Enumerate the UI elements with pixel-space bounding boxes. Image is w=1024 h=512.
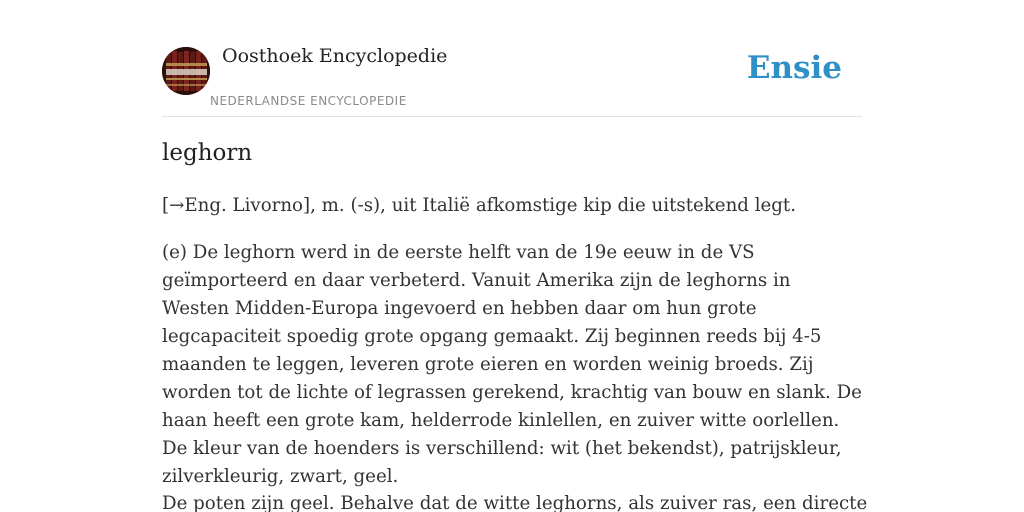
encyclopedia-books-icon[interactable] — [162, 47, 210, 95]
site-title-link[interactable]: Oosthoek Encyclopedie — [222, 45, 448, 67]
ensie-logo-link[interactable]: Ensie — [746, 50, 842, 86]
site-subtitle: NEDERLANDSE ENCYCLOPEDIE — [210, 94, 407, 108]
entry-title: leghorn — [162, 140, 253, 166]
entry-paragraph: (e) De leghorn werd in de eerste helft van de 19e eeuw in de VS geïmporteerd en daar verbeterd. Vanuit Amerika zijn de leghorns in Westen Midden-Europa ingevoerd en hebben daar om hun grote legcapaciteit spoedig grote opgang gemaakt. Zij beginnen reeds bij 4-5 maanden te leggen, leveren grote eieren en worden weinig broeds. Zij worden tot de lichte of legrassen gerekend, krachtig van bouw en slank. De haan heeft een grote kam, helderrode kinlellen, en zuiver witte oorlellen. De kleur van de hoenders is verschillend: wit (het bekendst), patrijskleur, zilverkleurig, zwart, geel. — [162, 242, 862, 487]
entry-definition: [→Eng. Livorno], m. (-s), uit Italië afkomstige kip die uitstekend legt. — [162, 195, 797, 216]
entry-paragraph: De poten zijn geel. Behalve dat de witte leghorns, als zuiver ras, een directe — [162, 493, 868, 512]
site-header — [162, 0, 862, 117]
page-container — [162, 0, 868, 512]
